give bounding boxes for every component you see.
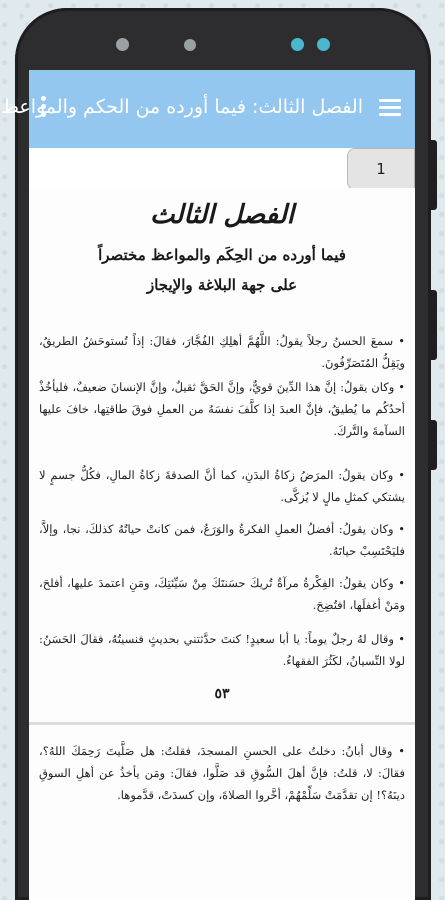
speaker-dot (116, 38, 129, 51)
power-button (428, 140, 437, 210)
front-camera-icon (317, 38, 330, 51)
sensor-dot (184, 39, 196, 51)
toolbar-title: الفصل الثالث: فيما أورده من الحكم والمواعظ (1, 96, 363, 118)
paragraph: • وقال لهُ رجلٌ يوماً: يا أبا سعيدٍ! كنتَ حدَّثتني بحديثٍ فنسيتُهُ، فقالَ الحَسَنُ: لولا النِّسيانُ، لكَثُرَ الفقهاءُ. (39, 632, 405, 668)
paragraph: • وكان يقولُ: أفضلُ العملِ الفكرةُ والوَرَعُ، فمن كانتْ حياتُهُ كذلكَ، نجا، وإلاَّ، فليَحْتَسِبْ حياتَهُ. (39, 522, 405, 558)
paragraph: • وكان يقولُ: الفِكْرةُ مرآةٌ تُريكَ حسَنتَكَ مِنْ سَيِّئتِكَ، ومَنِ اعتمدَ عليها، أفلحَ، ومَنْ أغفلَها، افتُضِحَ. (39, 576, 405, 612)
app-toolbar (1, 70, 415, 148)
chapter-subtitle-line1: فيما أورده من الحِكَم والمواعظ مختصراً (98, 246, 346, 264)
page-divider (29, 722, 415, 725)
paragraph: • وقال أبانُ: دخلتُ على الحسنِ المسجدَ، فقلتُ: هل صَلَّيتَ رَحِمَكَ اللهُ؟، فقالَ: لا، قلتُ: فإنَّ أهلَ السُّوقِ قد صَلَّوا، فقالَ: ومَن يأخذُ عن أهلِ السوقِ دينَهُ؟! إن تقدَّمَتْ سَلِّمْهُمْ، أخَّروا الصلاةَ، وإن كسدَتْ، قدَّموها. (39, 744, 405, 802)
hamburger-menu-icon[interactable] (379, 99, 401, 117)
front-camera-icon (291, 38, 304, 51)
paragraph: • وكان يقولُ: المرَضُ زكاةُ البدَنِ، كما أنَّ الصدقةَ زكاةُ المالِ، فكُلُّ جسمٍ لا يشتكي كمثلِ مالٍ لا يُزكَّى. (39, 468, 405, 504)
chapter-heading: الفصل الثالث (150, 200, 294, 230)
book-page (29, 188, 415, 900)
volume-button (428, 290, 437, 360)
page-number-field[interactable]: 1 (347, 148, 415, 190)
paragraph: • وكان يقولُ: إنَّ هذا الدِّينَ قويٌّ، وإنَّ الحَقَّ ثقيلٌ، وإنَّ الإنسانَ ضعيفٌ، فليأخُذْ أحدُكُم ما يُطيقُ، فإنَّ العبدَ إذا كلَّفَ نفسَهُ من العملِ فوقَ طاقتِها، خافَ عليها السآمةَ والتَّركَ. (39, 380, 405, 438)
paragraph: • سمعَ الحسنُ رجلاً يقولُ: اللَّهُمَّ أهلِكِ الفُجَّارَ، فقالَ: إذاً تُستوحَشُ الطريقُ، ويَقِلُّ المُتَصَرِّفُونَ. (39, 334, 405, 370)
printed-page-number: ٥٣ (214, 686, 230, 702)
chapter-subtitle-line2: على جهة البلاغة والإيجاز (146, 276, 298, 294)
app-screen (1, 70, 415, 900)
volume-button (428, 420, 437, 470)
